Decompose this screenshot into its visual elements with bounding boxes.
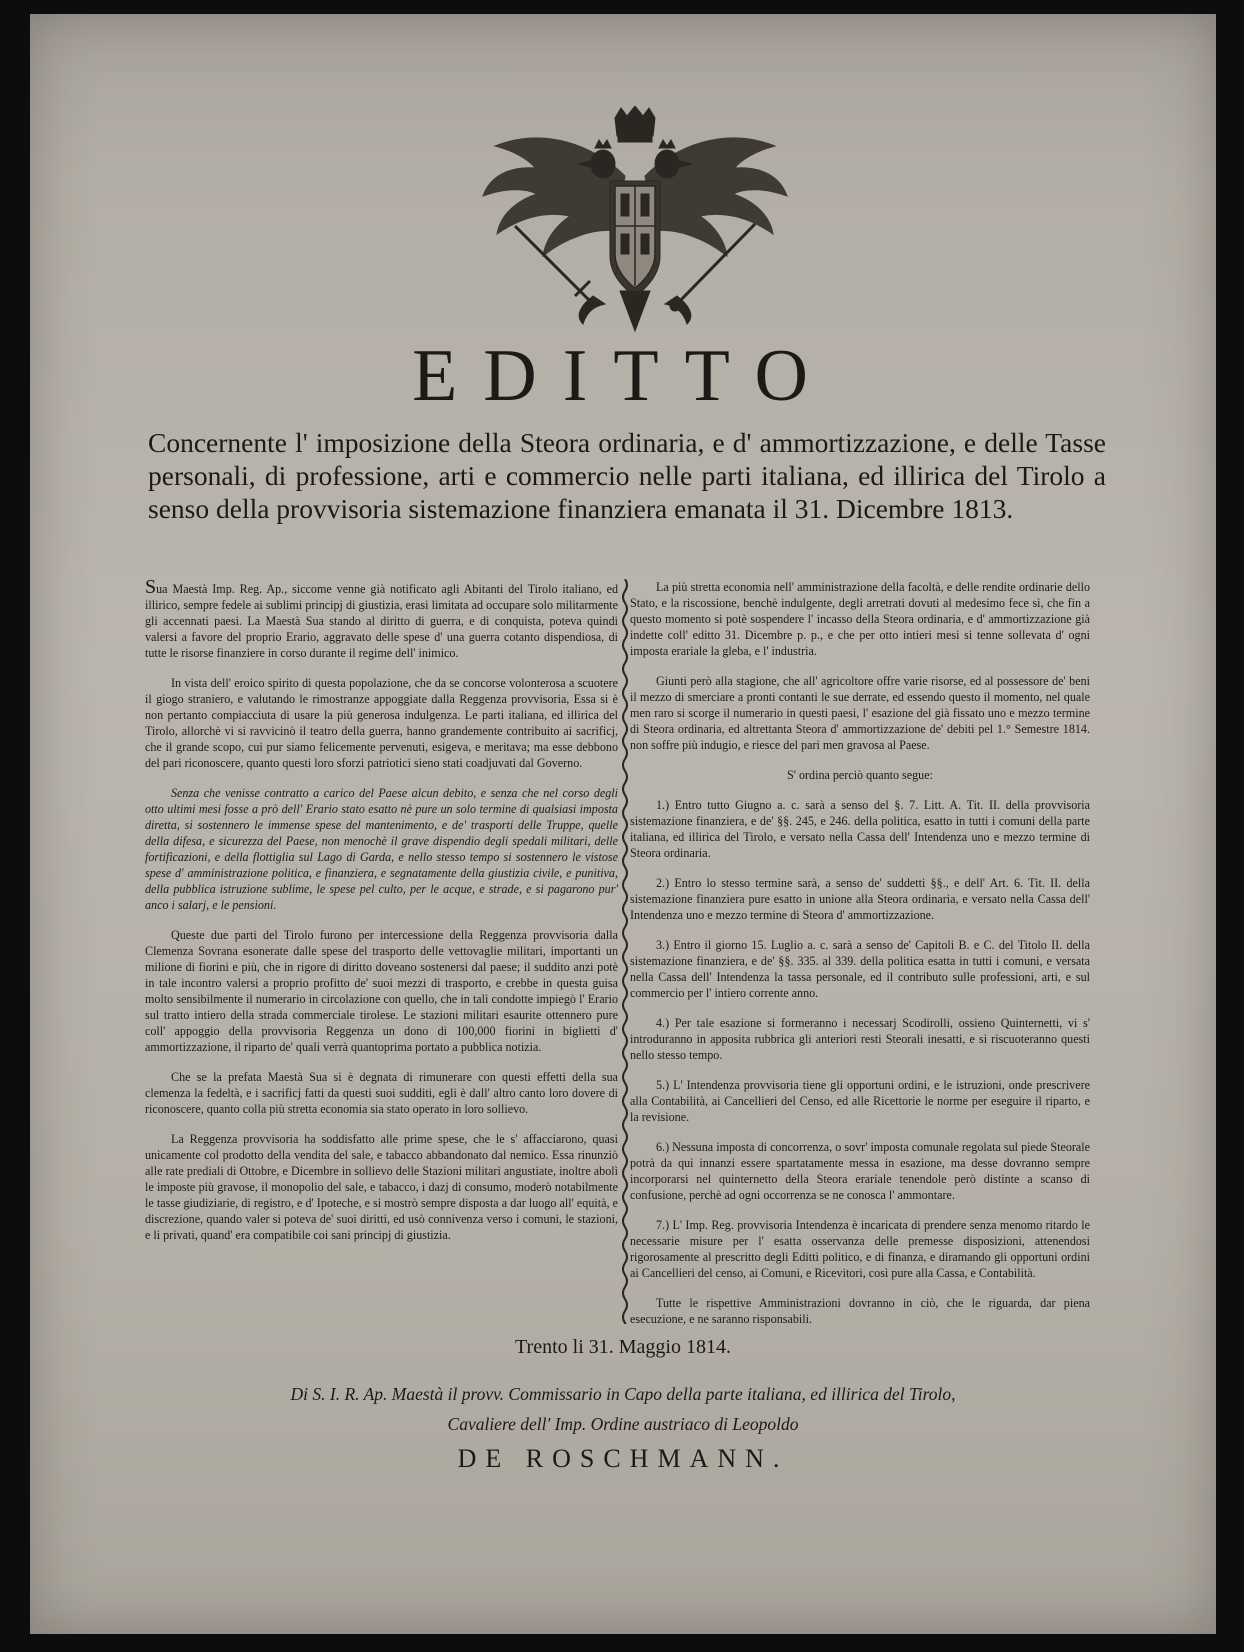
paragraph: Che se la prefata Maestà Sua si è degnata di rimunerare con questi effetti della sua clemenza la fedeltà, e i sacrificj fatti da questi suoi sudditi, egli è dall' altro canto loro dovere di riconoscere, quanto colla più stretta economia sia stato operato in loro sollievo. bbox=[145, 1070, 618, 1116]
article-2: 2.) Entro lo stesso termine sarà, a senso de' suddetti §§., e dell' Art. 6. Tit. II. della sistemazione finanziera pure esatto in unione alla Steora ordinaria, e versato nella Cassa dell' Intendenza uno e mezzo termine di Steora d' ammortizzazione. bbox=[630, 876, 1090, 922]
signatory-name: DE ROSCHMANN. bbox=[457, 1444, 789, 1473]
article-6: 6.) Nessuna imposta di concorrenza, o sovr' imposta comunale regolata sul piede Steorale potrà da qui innanzi essere spartatamente messa in esazione, ma desse dovranno sempre incorporarsi nel quinternetto della Steora erariale tenendole però distinte a scanso di confusione, perchè ad ogni occorrenza se ne conosca l' ammontare. bbox=[630, 1140, 1090, 1202]
document-title: EDITTO bbox=[412, 335, 834, 417]
paragraph: In vista dell' eroico spirito di questa popolazione, che da se concorse volonterosa a scuotere il giogo straniero, e valutando le rimostranze appoggiate dalla Reggenza provvisoria, Essa si è non pertanto compiacciuta di usare la più generosa indulgenza. Le parti italiana, ed illirica del Tirolo, allorchè vi si ravvicinò il teatro della guerra, hanno grandemente contribuito ai sacrificj, che il grande scopo, cui pur siamo felicemente pervenuti, esigeva, e meritava; ma esse debbono del pari riconoscere, quanto questi loro sforzi patriotici sieno stati coadjuvati dal Governo. bbox=[145, 676, 618, 770]
closing-paragraph: Tutte le rispettive Amministrazioni dovranno in ciò, che le riguarda, dar piena esecuzione, e ne saranno risponsabili. bbox=[630, 1296, 1090, 1326]
paragraph: S' ordina perciò quanto segue: bbox=[787, 768, 933, 782]
paragraph: La più stretta economia nell' amministrazione della facoltà, e delle rendite ordinarie dello Stato, e la riscossione, benchè indulgente, degli arretrati dovuti al medesimo fece sì, che fin a questo momento si potè sospendere l' incasso della Steora ordinaria, e d' ammortizzazione già indette coll' editto 31. Dicembre p. p., e che per otto intieri mesi si tenne sollevata d' ogni imposta erariale la gleba, e l' industria. bbox=[630, 580, 1090, 658]
column-divider bbox=[621, 579, 629, 1324]
double-headed-eagle-icon bbox=[475, 106, 795, 336]
paragraph: Giunti però alla stagione, che all' agricoltore offre varie risorse, ed al possessore de' beni il mezzo di smerciare a pronti contanti le sue derrate, ed essendo questo il momento, nel quale men raro si scorge il numerario in questi paesi, l' esazione del già fissato uno e mezzo termine di Steora ordinaria, ed altrettanta Steora d' ammortizzazione de' debiti pel 1.° Semestre 1814. non soffre più indugio, e riesce del pari men gravosa al Paese. bbox=[630, 674, 1090, 752]
signature-title-line: Di S. I. R. Ap. Maestà il provv. Commissario in Capo della parte italiana, ed illirica del Tirolo, bbox=[290, 1384, 956, 1404]
right-column bbox=[630, 579, 1090, 1341]
edict-sheet bbox=[30, 14, 1216, 1634]
article-5: 5.) L' Intendenza provvisoria tiene gli opportuni ordini, e le istruzioni, onde prescrivere alla Contabilità, ai Cancellieri del Censo, ed alle Ricettorie le norme per eseguire il riparto, e la revisione. bbox=[630, 1078, 1090, 1124]
article-7: 7.) L' Imp. Reg. provvisoria Intendenza è incaricata di prendere senza menomo ritardo le necessarie misure per l' esatta osservanza delle premesse disposizioni, attenendosi rigorosamente al prescritto degli Editti politico, e di finanza, e diramando gli opportuni ordini ai Cancellieri del censo, ai Comuni, e Ricevitori, così pure alla Cassa, e Contabilità. bbox=[630, 1218, 1090, 1280]
signature-order-line: Cavaliere dell' Imp. Ordine austriaco di Leopoldo bbox=[447, 1414, 799, 1434]
paragraph-text: ua Maestà Imp. Reg. Ap., siccome venne già notificato agli Abitanti del Tirolo italiano, ed illirico, sempre fedele ai sublimi principj di giustizia, erasi limitata ad occupare solo militarmente gli accennati paesi. La Maestà Sua stando al diritto di guerra, e di conquista, poteva quindi valersi a favore del proprio Erario, aggravato delle spese d' una guerra cotanto dispendiosa, di tutte le risorse finanziere in corso durante il regime dell' inimico. bbox=[145, 582, 618, 660]
place-date: Trento li 31. Maggio 1814. bbox=[515, 1336, 731, 1358]
paragraph bbox=[145, 576, 618, 661]
article-1: 1.) Entro tutto Giugno a. c. sarà a senso del §. 7. Litt. A. Tit. II. della provvisoria sistemazione finanziera, e de' §§. 245, e 246. della politica, esatto in tutti i comuni della parte italiana, ed illirica del Tirolo, e versato nella Cassa dell' Intendenza uno e mezzo termine di Steora ordinaria. bbox=[630, 798, 1090, 860]
paragraph: La Reggenza provvisoria ha soddisfatto alle prime spese, che le s' affacciarono, quasi unicamente col prodotto della vendita del sale, e tabacco abbandonato dal nemico. Essa rinunziò alle rate prediali di Ottobre, e Dicembre in sollievo delle Stazioni militari angustiate, inoltre abolì le imposte più gravose, il monopolio del sale, e tabacco, i dazj di consumo, moderò notabilmente le tasse giudiziarie, di registro, e d' Ipoteche, e si mostrò sempre disposta a dar luogo all' equità, e discrezione, quando valer si poteva de' suoi diritti, ed usò connivenza verso i comuni, le stazioni, e li privati, quand' era compatibile coi sani principj di giustizia. bbox=[145, 1132, 618, 1242]
paragraph: Senza che venisse contratto a carico del Paese alcun debito, e senza che nel corso degli otto ultimi mesi fosse a prò dell' Erario stato esatto nè pure un solo termine di qualsiasi imposta diretta, si sostennero le immense spese del mantenimento, e de' trasporti delle Truppe, quelle della difesa, e sicurezza del Paese, non menochè il grave dispendio degli spedali militari, delle fortificazioni, e della flottiglia sul Lago di Garda, e nello stesso tempo si sostennero le vistose spese d' amministrazione politica, e finanziera, e segnatamente della giustizia civile, e punitiva, della pubblica istruzione sublime, le spese pel culto, per le acque, e strade, e si pagarono pur' anco i salarj, e le pensioni. bbox=[145, 786, 618, 912]
article-4: 4.) Per tale esazione si formeranno i necessarj Scodirolli, ossieno Quinternetti, vi s' introduranno in apposita rubbrica gli anteriori resti Steorali inesatti, e si riscuoteranno questi nello stesso tempo. bbox=[630, 1016, 1090, 1062]
document-subtitle: Concernente l' imposizione della Steora ordinaria, e d' ammortizzazione, e delle Tasse personali, di professione, arti e commercio nelle parti italiana, ed illirica del Tirolo a senso della provvisoria sistemazione finanziera emanata il 31. Dicembre 1813. bbox=[148, 427, 1106, 524]
article-3: 3.) Entro il giorno 15. Luglio a. c. sarà a senso de' Capitoli B. e C. del Titolo II. della sistemazione finanziera, e de' §§. 335. al 339. della politica esatta in tutti i comuni, e versata nella Cassa dell' Intendenza la tassa personale, ed il contributo sulle professioni, arti, e sul commercio per l' intiero corrente anno. bbox=[630, 938, 1090, 1000]
paragraph: Queste due parti del Tirolo furono per intercessione della Reggenza provvisoria dalla Clemenza Sovrana esonerate dalle spese del trasporto delle vettovaglie militari, importanti un milione di fiorini e più, che in rigore di diritto doveano sostenersi dal paese; il suddito anzi potè in tale incontro valersi a proprio profitto de' suoi mezzi di trasporto, e crebbe in questa guisa molto sensibilmente il numerario in circolazione con quello, che in tali condotte impiegò l' Erario sul tratto intiero della strada commerciale tirolese. Le stazioni militari esaurite ottennero pure coll' appoggio della provvisoria Reggenza un dono di 100,000 fiorini in biglietti d' ammortizzazione, il riparto de' quali verrà quantoprima portato a pubblica notizia. bbox=[145, 928, 618, 1054]
left-column bbox=[145, 576, 618, 1257]
drop-cap: S bbox=[145, 576, 157, 598]
